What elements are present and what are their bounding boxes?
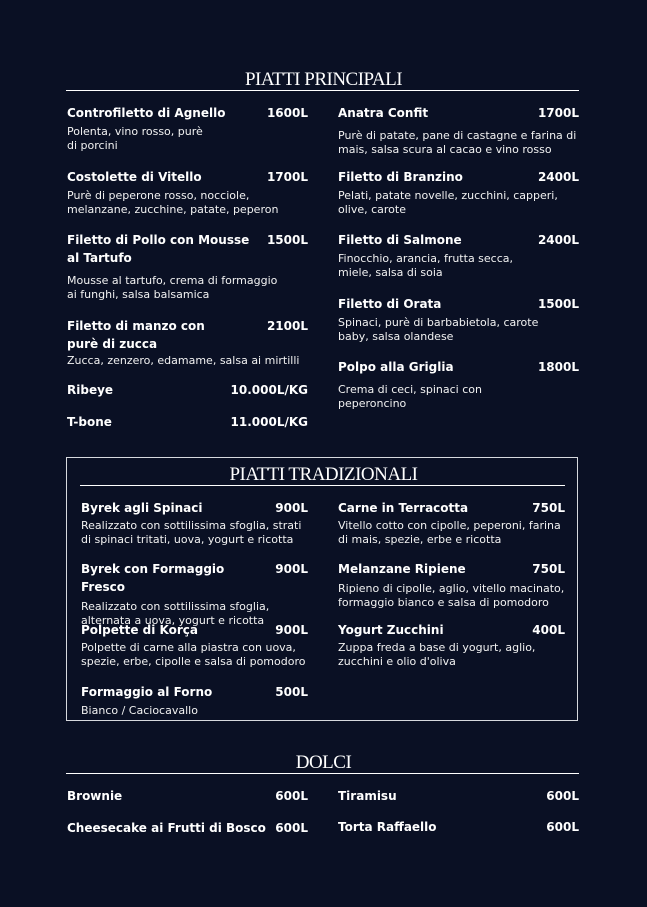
item-price: 900L (275, 623, 308, 637)
item-name: Melanzane Ripiene (338, 562, 466, 576)
item-description: Realizzato con sottilissima sfoglia, strati di spinaci tritati, uova, yogurt e ricotta (81, 519, 302, 546)
menu-item-polpette-korca (81, 621, 308, 669)
menu-item-ribeye (67, 381, 308, 399)
item-price: 600L (275, 789, 308, 803)
dolci-divider (66, 773, 579, 774)
menu-item-anatra (338, 104, 579, 157)
item-price: 1700L (537, 106, 579, 120)
menu-item-tbone (67, 413, 308, 431)
item-name: Carne in Terracotta (338, 501, 469, 515)
item-description: Bianco / Caciocavallo (81, 704, 198, 717)
menu-item-carne-terracotta (338, 499, 565, 547)
item-description: Spinaci, purè di barbabietola, carote baby, salsa olandese (338, 316, 539, 343)
tradizionali-divider (80, 485, 565, 486)
menu-item-branzino (338, 168, 579, 217)
item-name: Byrek con Formaggio Fresco (81, 562, 225, 594)
item-price: 600L (275, 821, 308, 835)
menu-item-orata (338, 295, 579, 344)
menu-item-costolette (67, 168, 308, 217)
menu-item-polpo (338, 358, 579, 411)
item-price: 1500L (266, 233, 308, 247)
item-name: Filetto di Pollo con Mousse al Tartufo (67, 233, 250, 265)
item-price: 1500L (537, 297, 579, 311)
item-name: Filetto di Orata (338, 297, 442, 311)
item-description: Crema di ceci, spinaci con peperoncino (338, 383, 482, 410)
item-price: 2400L (537, 170, 579, 184)
item-description: Finocchio, arancia, frutta secca, miele, salsa di soia (338, 252, 514, 279)
menu-item-cheesecake (67, 819, 308, 837)
item-price: 750L (532, 501, 565, 515)
item-name: Brownie (67, 789, 123, 803)
item-description: Purè di peperone rosso, nocciole, melanzane, zucchine, patate, peperon (67, 189, 279, 216)
item-price: 600L (546, 820, 579, 834)
item-description: Pelati, patate novelle, zucchini, capperi, olive, carote (338, 189, 558, 216)
section-title-tradizionali: PIATTI TRADIZIONALI (229, 464, 418, 485)
menu-item-tiramisu (338, 787, 579, 805)
item-price: 750L (532, 562, 565, 576)
menu-item-byrek-spinaci (81, 499, 308, 547)
item-price: 1600L (266, 106, 308, 120)
menu-item-filetto-manzo (67, 317, 308, 368)
item-price: 900L (275, 501, 308, 515)
menu-item-byrek-formaggio (81, 560, 308, 628)
item-description: Ripieno di cipolle, aglio, vitello macinato, formaggio bianco e salsa di pomodoro (338, 582, 565, 609)
item-description: Purè di patate, pane di castagne e farina di mais, salsa scura al cacao e vino rosso (338, 129, 577, 156)
item-price: 1700L (266, 170, 308, 184)
menu-item-melanzane (338, 560, 565, 610)
item-price: 600L (546, 789, 579, 803)
section-title-dolci: DOLCI (295, 752, 352, 773)
item-name: Byrek agli Spinaci (81, 501, 203, 515)
item-name: Anatra Confit (338, 106, 429, 120)
section-title-principali: PIATTI PRINCIPALI (244, 69, 403, 90)
item-name: T-bone (67, 415, 112, 429)
item-description: Zuppa freda a base di yogurt, aglio, zucchini e olio d'oliva (338, 641, 536, 668)
item-description: Zucca, zenzero, edamame, salsa ai mirtilli (67, 354, 300, 367)
item-name: Polpette di Korça (81, 623, 199, 637)
item-name: Filetto di manzo con purè di zucca (67, 319, 205, 351)
item-description: Polenta, vino rosso, purè di porcini (67, 125, 203, 152)
item-price: 400L (532, 623, 565, 637)
menu-item-filetto-pollo (67, 231, 308, 302)
item-name: Filetto di Branzino (338, 170, 463, 184)
item-price: 2400L (537, 233, 579, 247)
item-price: 10.000L/KG (230, 383, 308, 397)
item-name: Controfiletto di Agnello (67, 106, 226, 120)
menu-item-formaggio-forno (81, 683, 308, 718)
principali-divider (66, 90, 579, 91)
item-price: 1800L (537, 360, 579, 374)
menu-item-controfiletto (67, 104, 308, 153)
item-name: Polpo alla Griglia (338, 360, 454, 374)
item-price: 500L (275, 685, 308, 699)
item-name: Formaggio al Forno (81, 685, 213, 699)
menu-item-salmone (338, 231, 579, 280)
item-description: Mousse al tartufo, crema di formaggio ai funghi, salsa balsamica (67, 274, 278, 301)
menu-item-yogurt-zucchini (338, 621, 565, 669)
item-description: Realizzato con sottilissima sfoglia, alternata a uova, yogurt e ricotta (81, 600, 270, 627)
item-description: Polpette di carne alla piastra con uova, spezie, erbe, cipolle e salsa di pomodoro (81, 641, 306, 668)
menu-item-torta-raffaello (338, 818, 579, 836)
item-price: 2100L (266, 319, 308, 333)
item-name: Costolette di Vitello (67, 170, 202, 184)
menu-item-brownie (67, 787, 308, 805)
item-name: Torta Raffaello (338, 820, 437, 834)
item-name: Cheesecake ai Frutti di Bosco (67, 821, 266, 835)
item-description: Vitello cotto con cipolle, peperoni, farina di mais, spezie, erbe e ricotta (338, 519, 561, 546)
item-price: 11.000L/KG (230, 415, 308, 429)
item-name: Filetto di Salmone (338, 233, 462, 247)
item-name: Ribeye (67, 383, 114, 397)
item-price: 900L (275, 562, 308, 576)
item-name: Yogurt Zucchini (338, 623, 444, 637)
item-name: Tiramisu (338, 789, 397, 803)
